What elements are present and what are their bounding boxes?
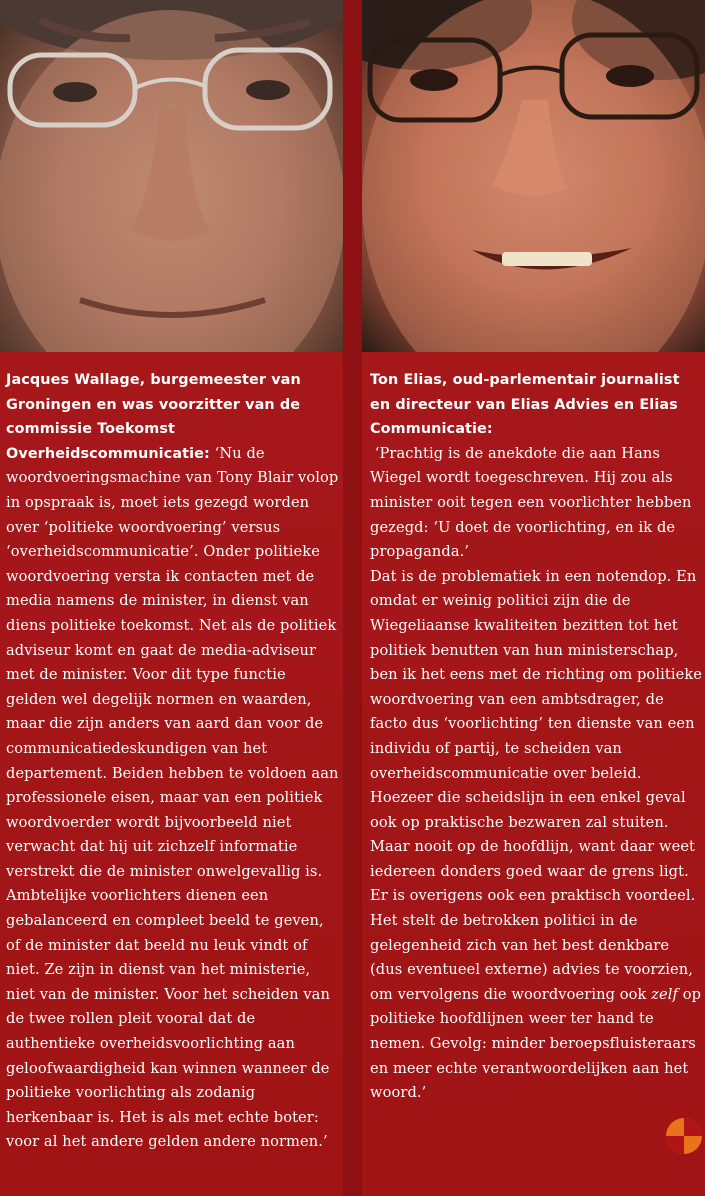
paragraph-elias-intro xyxy=(370,368,703,442)
portrait-illustration-wallage xyxy=(0,0,343,352)
column-elias xyxy=(362,0,705,1196)
column-wallage xyxy=(0,0,343,1196)
quote-body-elias-part2: op politieke hoofdlijnen weer ter hand te nemen. Gevolg: minder beroepsfluisteraars en meer echte verantwoordelijken aan het woord.’ xyxy=(370,985,702,1102)
speaker-intro-elias: Ton Elias, oud-parlementair journalist en directeur van Elias Advies en Elias Communicatie: xyxy=(370,372,680,438)
quote-text-wallage xyxy=(6,368,339,1155)
quote-body-wallage: ‘Nu de woordvoeringsmachine van Tony Blair volop in opspraak is, moet iets gezegd worden over ‘politieke woordvoering’ versus ‘overheidscommunicatie’. Onder politieke woordvoering versta ik contacten met de media namens de minister, in dienst van diens politieke toekomst. Net als de politiek adviseur komt en gaat de media-adviseur met de minister. Voor dit type functie gelden wel degelijk normen en waarden, maar die zijn anders van aard dan voor de communicatiedeskundigen van het departement. Beiden hebben te voldoen aan professionele eisen, maar van een politiek woordvoerder wordt bijvoorbeeld niet verwacht dat hij uit zichzelf informatie verstrekt die de minister onwelgevallig is. Ambtelijke voorlichters dienen een gebalanceerd en compleet beeld te geven, of de minister dat beeld nu leuk vindt of niet. Ze zijn in dienst van het ministerie, niet van de minister. Voor het scheiden van de twee rollen pleit vooral dat de authentieke overheidsvoorlichting aan geloofwaardigheid kan winnen wanneer de politieke voorlichting als zodanig herkenbaar is. Het is als met echte boter: voor al het andere gelden andere normen.’ xyxy=(6,444,339,1151)
portrait-photo-wallage xyxy=(0,0,343,352)
section-marker-icon xyxy=(665,1117,703,1155)
speaker-intro-wallage: Jacques Wallage, burgemeester van Groningen en was voorzitter van de commissie Toekomst Overheidscommunicatie: xyxy=(6,372,301,462)
paragraph-elias-anecdote xyxy=(370,442,703,565)
quote-body-elias-emphasis: zelf xyxy=(651,985,679,1003)
column-gutter xyxy=(343,0,362,1196)
quote-body-elias-part1: Dat is de problematiek in een notendop. En omdat er weinig politici zijn die de Wiegeliaanse kwaliteiten bezitten tot het politiek benutten van hun ministerschap, ben ik het eens met de richting om politieke woordvoering van een ambtsdrager, de facto dus ‘voorlichting’ ten dienste van een individu of partij, te scheiden van overheidscommunicatie over beleid. Hoezeer die scheidslijn in een enkel geval ook op praktische bezwaren zal stuiten. Maar nooit op de hoofdlijn, want daar weet iedereen donders goed waar de grens ligt. Er is overigens ook een praktisch voordeel. Het stelt de betrokken politici in de gelegenheid zich van het best denkbare (dus eventueel externe) advies te voorzien, om vervolgens die woordvoering ook xyxy=(370,567,703,1003)
portrait-illustration-elias xyxy=(362,0,705,352)
quote-text-elias xyxy=(370,368,703,1106)
quote-anecdote-elias: ‘Prachtig is de anekdote die aan Hans Wiegel wordt toegeschreven. Hij zou als minister ooit tegen een voorlichter hebben gezegd: ‘U doet de voorlichting, en ik de propaganda.’ xyxy=(370,444,692,561)
portrait-photo-elias xyxy=(362,0,705,352)
paragraph-elias-body xyxy=(370,565,703,1106)
paragraph-wallage xyxy=(6,368,339,1155)
